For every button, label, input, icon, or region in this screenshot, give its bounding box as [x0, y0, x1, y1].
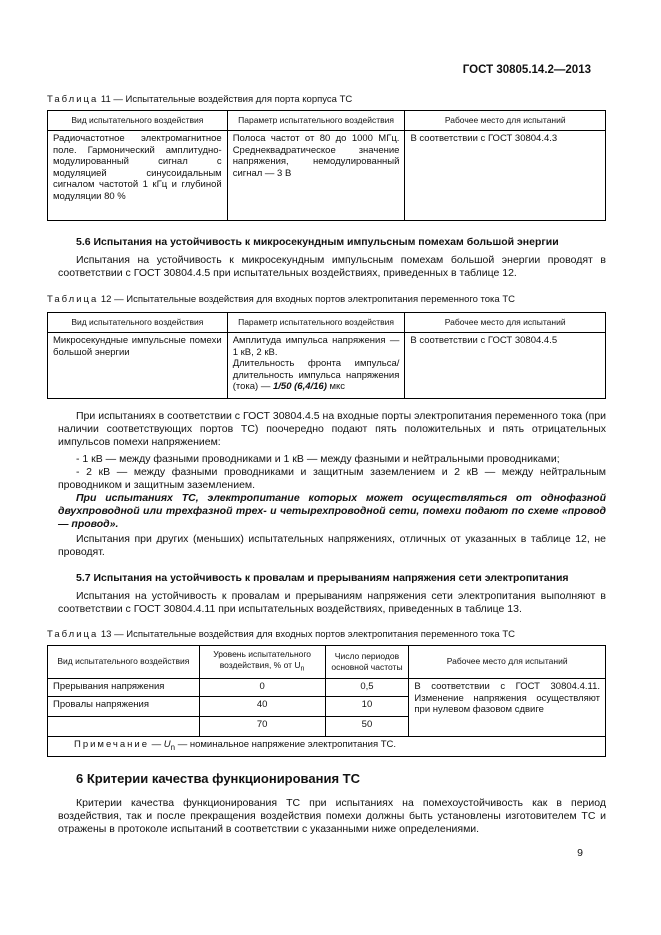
section-5-7-title: 5.7 Испытания на устойчивость к провалам и прерываниям напряжения сети электропитания	[76, 572, 569, 584]
amplitude-text: Амплитуда импульса напряжения — 1 кВ, 2 кВ.	[232, 335, 400, 358]
note-dash: —	[149, 739, 164, 751]
paragraph: Испытания на устойчивость к микросекундным импульсным помехам большой энергии проводят в соответствии с ГОСТ 30804.4.5 при испытательных воздействиях, приведенных в таблице 12.	[58, 254, 606, 279]
section-6-title: 6 Критерии качества функционирования ТС	[76, 771, 360, 786]
note-variable: U	[163, 739, 171, 751]
bullet-item: - 1 кВ — между фазными проводниками и 1 кВ — между фазными и нейтральными проводниками;	[76, 453, 560, 465]
table-header-cell: Вид испытательного воздействия	[48, 111, 228, 131]
paragraph: Испытания при других (меньших) испытательных напряжениях, отличных от указанных в таблице 12, не проводят.	[58, 533, 606, 558]
table-header-cell: Параметр испытательного воздействия	[227, 111, 405, 131]
table-cell: В соответствии с ГОСТ 30804.4.3	[405, 131, 606, 221]
table-header-cell: Рабочее место для испытаний	[409, 646, 606, 679]
note-text: — номинальное напряжение электропитания ТС.	[175, 739, 397, 751]
table-header-cell: Вид испытательного воздействия	[48, 313, 228, 333]
page-number: 9	[577, 847, 583, 859]
table-header-cell: Число периодов основной частоты	[325, 646, 409, 679]
table-header-cell: Рабочее место для испытаний	[405, 313, 606, 333]
subscript: n	[170, 743, 176, 753]
header-line: воздействия, % от U	[219, 660, 301, 671]
table-13-caption	[47, 629, 515, 640]
table-cell: 70	[199, 717, 325, 737]
paragraph-emphasis: При испытаниях ТС, электропитание которых может осуществляться от однофазной двухпроводной или трехфазной трех- и четырехпроводной сети, помехи подают по схеме «провод — провод».	[58, 492, 606, 530]
table-cell: Полоса частот от 80 до 1000 МГц. Среднеквадратическое значение напряжения, немодулированный сигнал — 3 В	[227, 131, 405, 221]
table-header-cell: Параметр испытательного воздействия	[227, 313, 405, 333]
table-cell: 0	[199, 679, 325, 697]
standard-header: ГОСТ 30805.14.2—2013	[462, 64, 591, 76]
caption-text: 11 — Испытательные воздействия для порта корпуса ТС	[98, 94, 353, 105]
section-5-6-title: 5.6 Испытания на устойчивость к микросекундным импульсным помехам большой энергии	[76, 236, 559, 248]
table-12-caption	[47, 294, 515, 305]
table-cell: Провалы напряжения	[48, 697, 200, 717]
table-11-caption	[47, 94, 352, 105]
table-note	[48, 737, 606, 757]
caption-label: Таблица	[47, 294, 99, 305]
note-label: Примечание	[74, 739, 149, 751]
table-header-cell: Рабочее место для испытаний	[405, 111, 606, 131]
table-12	[47, 312, 606, 399]
paragraph: Критерии качества функционирования ТС при испытаниях на помехоустойчивость как в период воздействия, так и после прекращения воздействия помехи должны быть установлены изготовителем ТС и отражены в протоколе испытаний в соответствии с указанными ниже определениями.	[58, 797, 606, 835]
table-cell: В соответствии с ГОСТ 30804.4.11. Изменение напряжения осуществляют при нулевом фазовом сдвиге	[409, 679, 606, 737]
bullet-item: - 2 кВ — между фазными проводниками и защитным заземлением и 2 кВ — между нейтральным проводником и защитным заземлением.	[58, 466, 606, 491]
subscript: n	[300, 664, 305, 673]
table-cell	[48, 717, 200, 737]
table-cell: 0,5	[325, 679, 409, 697]
duration-prefix: Длительность фронта импульса/ длительность импульса напряжения (тока) —	[232, 358, 400, 392]
table-header-cell	[199, 646, 325, 679]
paragraph: Испытания на устойчивость к провалам и прерываниям напряжения сети электропитания выполняют в соответствии с ГОСТ 30804.4.11 при испытательных воздействиях, приведенных в таблице 13.	[58, 590, 606, 615]
table-cell	[227, 333, 405, 399]
table-cell: Прерывания напряжения	[48, 679, 200, 697]
table-cell: 50	[325, 717, 409, 737]
table-cell: 10	[325, 697, 409, 717]
caption-text: 12 — Испытательные воздействия для входных портов электропитания переменного тока ТС	[98, 294, 516, 305]
table-header-cell: Вид испытательного воздействия	[48, 646, 200, 679]
caption-label: Таблица	[47, 629, 99, 640]
duration-value: 1/50 (6,4/16)	[273, 381, 327, 392]
table-cell: В соответствии с ГОСТ 30804.4.5	[405, 333, 606, 399]
caption-label: Таблица	[47, 94, 99, 105]
table-cell: Микросекундные импульсные помехи большой энергии	[48, 333, 228, 399]
table-11	[47, 110, 606, 221]
caption-text: 13 — Испытательные воздействия для входных портов электропитания переменного тока ТС	[98, 629, 516, 640]
paragraph: При испытаниях в соответствии с ГОСТ 30804.4.5 на входные порты электропитания переменного тока (при наличии соответствующих портов ТС) поочередно подают пять положительных и пять отрицательных импульсов помехи напряжением:	[58, 410, 606, 448]
table-13	[47, 645, 606, 757]
table-cell: 40	[199, 697, 325, 717]
header-line: Уровень испытательного	[213, 648, 312, 659]
table-cell: Радиочастотное электромагнитное поле. Гармонический амплитудно-модулированный сигнал с модуляцией синусоидальным сигналом частотой 1 кГц и глубиной модуляции 80 %	[48, 131, 228, 221]
duration-unit: мкс	[326, 381, 346, 392]
duration-text	[233, 358, 400, 393]
